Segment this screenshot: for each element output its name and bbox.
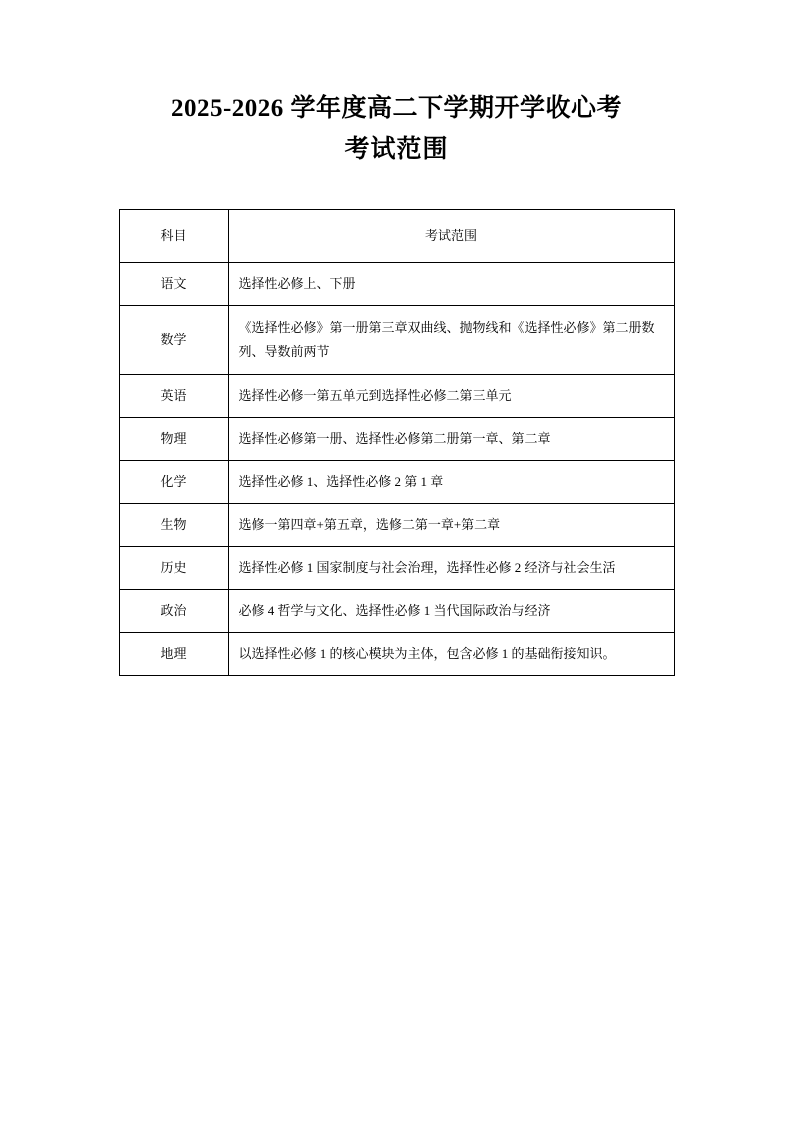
exam-scope-table bbox=[119, 209, 675, 677]
cell-subject: 化学 bbox=[119, 461, 228, 504]
cell-subject: 历史 bbox=[119, 547, 228, 590]
table-row bbox=[119, 374, 674, 417]
table-row bbox=[119, 504, 674, 547]
cell-scope: 选择性必修 1、选择性必修 2 第 1 章 bbox=[228, 461, 674, 504]
cell-scope: 以选择性必修 1 的核心模块为主体，包含必修 1 的基础衔接知识。 bbox=[228, 633, 674, 676]
cell-subject: 政治 bbox=[119, 590, 228, 633]
table-row bbox=[119, 590, 674, 633]
table-row bbox=[119, 461, 674, 504]
cell-scope: 选择性必修上、下册 bbox=[228, 262, 674, 305]
cell-subject: 物理 bbox=[119, 417, 228, 460]
column-header-subject: 科目 bbox=[119, 209, 228, 262]
document-title-block bbox=[0, 92, 793, 167]
cell-scope: 选择性必修 1 国家制度与社会治理，选择性必修 2 经济与社会生活 bbox=[228, 547, 674, 590]
cell-subject: 数学 bbox=[119, 305, 228, 374]
table-row bbox=[119, 417, 674, 460]
cell-scope: 选择性必修一第五单元到选择性必修二第三单元 bbox=[228, 374, 674, 417]
column-header-scope: 考试范围 bbox=[228, 209, 674, 262]
table-row bbox=[119, 547, 674, 590]
cell-scope: 必修 4 哲学与文化、选择性必修 1 当代国际政治与经济 bbox=[228, 590, 674, 633]
cell-scope: 《选择性必修》第一册第三章双曲线、抛物线和《选择性必修》第二册数列、导数前两节 bbox=[228, 305, 674, 374]
cell-scope: 选择性必修第一册、选择性必修第二册第一章、第二章 bbox=[228, 417, 674, 460]
page-subtitle: 考试范围 bbox=[344, 135, 449, 163]
page-title: 2025-2026 学年度高二下学期开学收心考 bbox=[170, 95, 623, 122]
table-header-row bbox=[119, 209, 674, 262]
cell-subject: 语文 bbox=[119, 262, 228, 305]
table-row bbox=[119, 305, 674, 374]
table-row bbox=[119, 262, 674, 305]
table-row bbox=[119, 633, 674, 676]
cell-subject: 地理 bbox=[119, 633, 228, 676]
cell-scope: 选修一第四章+第五章，选修二第一章+第二章 bbox=[228, 504, 674, 547]
cell-subject: 英语 bbox=[119, 374, 228, 417]
cell-subject: 生物 bbox=[119, 504, 228, 547]
